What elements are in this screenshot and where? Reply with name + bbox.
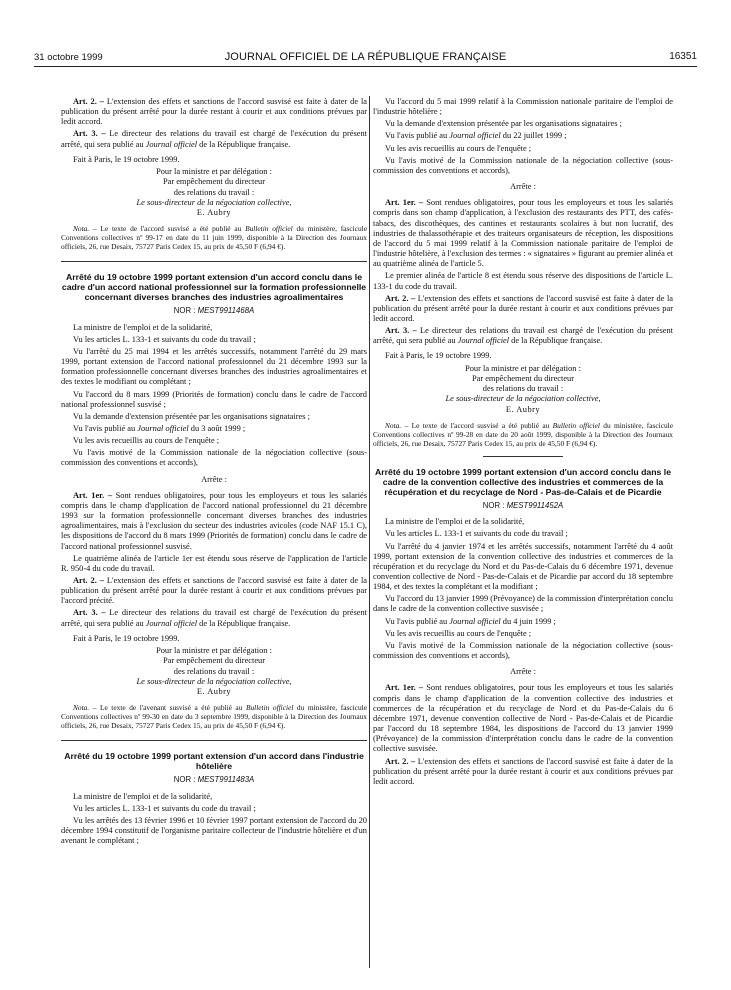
article-3: Art. 3. – Le directeur des relations du travail est chargé de l'exécution du présent arrêté, qui sera publié au Journal officiel de la République française. bbox=[61, 129, 367, 149]
article-2: Art. 2. – L'extension des effets et sanctions de l'accord susvisé est faite à dater de la publication du présent arrêté pour la durée restant à courir et aux conditions prévues par ledit accord. bbox=[61, 97, 367, 127]
nota: Nota. – Le texte de l'avenant susvisé a été publié au Bulletin officiel du ministère, fascicule Conventions collectives nº 99-30 en date du 3 septembre 1999, disponible à la Direction des Journaux officiels, 26, rue Desaix, 75727 Paris Cedex 15, au prix de 45,50 F (6,94 €). bbox=[61, 703, 367, 731]
left-column bbox=[61, 97, 367, 848]
section-rule bbox=[483, 456, 563, 457]
signature-block: Pour la ministre et par délégation : Par empêchement du directeur des relations du travail : Le sous-directeur de la négociation collective, E. Aubry bbox=[136, 645, 292, 697]
decree-title: Arrêté du 19 octobre 1999 portant extension d'un accord conclu dans le cadre de la convention collective des industries et commerces de la récupération et du recyclage de Nord - Pas-de-Calais et de Picardie bbox=[374, 467, 672, 498]
article-1: Art. 1er. – Sont rendues obligatoires, pour tous les employeurs et tous les salariés compris dans le champ d'application de l'accord national professionnel du 21 décembre 1993 sur la formation professionnelle concernant diverses branches des industries agroalimentaires, mais à l'exclusion du secteur des industries avicoles (code NAF 15.1 C), les dispositions de l'accord du 8 mars 1999 (Priorités de formation) conclu dans le cadre de l'accord national professionnel susvisé. bbox=[61, 490, 368, 551]
visa: La ministre de l'emploi et de la solidarité, bbox=[73, 791, 213, 801]
decree-title: Arrêté du 19 octobre 1999 portant extension d'un accord conclu dans le cadre d'un accord national professionnel sur la formation professionnelle concernant diverses branches des industries agroalimentaires bbox=[61, 272, 367, 303]
signature-block: Pour la ministre et par délégation : Par empêchement du directeur des relations du travail : Le sous-directeur de la négociation collective, E. Aubry bbox=[136, 166, 292, 218]
visa: La ministre de l'emploi et de la solidarité, bbox=[73, 322, 213, 332]
article-2: Art. 2. – L'extension des effets et sanctions de l'accord susvisé est faite à dater de la publication du présent arrêté pour la durée restant à courir et aux conditions prévues par ledit accord. bbox=[373, 756, 673, 786]
visa: Vu les articles L. 133-1 et suivants du code du travail ; bbox=[73, 334, 256, 344]
header-date: 31 octobre 1999 bbox=[34, 52, 103, 63]
header-rule bbox=[34, 66, 697, 67]
visa: Vu l'avis publié au Journal officiel du 4 juin 1999 ; bbox=[385, 616, 556, 626]
article-1-paragraph: Le premier alinéa de l'article 8 est étendu sous réserve des dispositions de l'article L. 133-1 du code du travail. bbox=[373, 271, 673, 291]
arrete-heading: Arrête : bbox=[510, 667, 536, 677]
nota: Nota. – Le texte de l'accord susvisé a été publié au Bulletin officiel du ministère, fascicule Conventions collectives nº 99-17 en date du 11 juin 1999, disponible à la Direction des Journaux officiels, 26, rue Desaix, 75727 Paris Cedex 15, au prix de 45,50 F (6,94 €). bbox=[61, 224, 367, 252]
article-2: Art. 2. – L'extension des effets et sanctions de l'accord susvisé est faite à dater de la publication du présent arrêté pour la durée restant à courir et aux conditions prévues par l'accord précité. bbox=[61, 576, 367, 606]
fait-a-paris: Fait à Paris, le 19 octobre 1999. bbox=[73, 633, 180, 643]
decree-title: Arrêté du 19 octobre 1999 portant extension d'un accord dans l'industrie hôtelière bbox=[64, 751, 364, 772]
fait-a-paris: Fait à Paris, le 19 octobre 1999. bbox=[385, 351, 492, 361]
page-number: 16351 bbox=[669, 51, 697, 62]
visa: Vu l'accord du 5 mai 1999 relatif à la Commission nationale paritaire de l'emploi de l'industrie hôtelière ; bbox=[373, 97, 673, 117]
visa: Vu l'arrêté du 4 janvier 1974 et les arrêtés successifs, notamment l'arrêté du 4 août 1999, portant extension de la convention collective des industries et commerces de la récupération et du recyclage du Nord et du Pas-de-Calais du 6 décembre 1971, devenue convention collective de Nord - Pas-de-Calais et de Picardie par accord du 18 septembre 1984, et des textes la complétant et la modifiant ; bbox=[373, 541, 673, 592]
visa: Vu la demande d'extension présentée par les organisations signataires ; bbox=[385, 119, 622, 129]
section-rule bbox=[61, 261, 367, 262]
article-1-paragraph: Le quatrième alinéa de l'article 1er est étendu sous réserve de l'application de l'article R. 950-4 du code du travail. bbox=[61, 553, 367, 573]
visa: Vu les avis recueillis au cours de l'enquête ; bbox=[73, 436, 220, 446]
nor-reference: NOR : MEST9911468A bbox=[173, 306, 255, 316]
right-column bbox=[373, 97, 673, 789]
fait-a-paris: Fait à Paris, le 19 octobre 1999. bbox=[73, 154, 180, 164]
visa: Vu les avis recueillis au cours de l'enquête ; bbox=[385, 143, 532, 153]
nor-reference: NOR : MEST9911483A bbox=[173, 775, 255, 785]
section-rule bbox=[61, 740, 367, 741]
arrete-heading: Arrête : bbox=[201, 474, 227, 484]
visa: Vu l'avis motivé de la Commission nationale de la négociation collective (sous-commission des conventions et accords), bbox=[373, 640, 673, 661]
article-2: Art. 2. – L'extension des effets et sanctions de l'accord susvisé est faite à dater de la publication du présent arrêté pour la durée restant à courir et aux conditions prévues par ledit accord. bbox=[373, 293, 673, 323]
visa: Vu la demande d'extension présentée par les organisations signataires ; bbox=[73, 411, 310, 421]
visa: Vu l'accord du 8 mars 1999 (Priorités de formation) conclu dans le cadre de l'accord national professionnel susvisé ; bbox=[61, 389, 367, 409]
visa: Vu l'avis motivé de la Commission nationale de la négociation collective (sous-commission des conventions et accords), bbox=[373, 155, 673, 175]
journal-title: JOURNAL OFFICIEL DE LA RÉPUBLIQUE FRANÇAISE bbox=[224, 51, 507, 63]
article-3: Art. 3. – Le directeur des relations du travail est chargé de l'exécution du présent arrêté, qui sera publié au Journal officiel de la République française. bbox=[373, 326, 673, 346]
visa: Vu l'arrêté du 25 mai 1994 et les arrêtés successifs, notamment l'arrêté du 29 mars 1999, portant extension de l'accord national professionnel du 21 décembre 1993 sur la formation professionnelle concernant diverses branches des industries agroalimentaires et des textes le modifiant ou complétant ; bbox=[61, 346, 367, 387]
visa: La ministre de l'emploi et de la solidarité, bbox=[385, 517, 525, 527]
visa: Vu les articles L. 133-1 et suivants du code du travail ; bbox=[385, 529, 568, 539]
visa: Vu l'avis publié au Journal officiel du 22 juillet 1999 ; bbox=[385, 131, 567, 141]
visa: Vu l'avis motivé de la Commission nationale de la négociation collective (sous-commission des conventions et accords), bbox=[61, 448, 367, 468]
article-3: Art. 3. – Le directeur des relations du travail est chargé de l'exécution du présent arrêté, qui sera publié au Journal officiel de la République française. bbox=[61, 608, 367, 628]
visa: Vu l'avis publié au Journal officiel du 3 août 1999 ; bbox=[73, 423, 246, 433]
nota: Nota. – Le texte de l'accord susvisé a été publié au Bulletin officiel du ministère, fascicule Conventions collectives nº 99-28 en date du 20 août 1999, disponible à la Direction des Journaux officiels, 26, rue Desaix, 75727 Paris Cedex 15, au prix de 45,50 F (6,94 €). bbox=[373, 421, 673, 449]
visa: Vu les articles L. 133-1 et suivants du code du travail ; bbox=[73, 803, 256, 813]
signature-block: Pour la ministre et par délégation : Par empêchement du directeur des relations du travail : Le sous-directeur de la négociation collective, E. Aubry bbox=[445, 363, 601, 414]
column-divider bbox=[369, 96, 370, 968]
nor-reference: NOR : MEST9911452A bbox=[482, 501, 564, 511]
article-1: Art. 1er. – Sont rendues obligatoires, pour tous les employeurs et tous les salariés compris dans son champ d'application, à l'exclusion des restaurants des PTT, des cafés-tabacs, des discothèques, des cantines et restaurants scolaires à but non lucratif, des industries de thalassothérapie et des traiteurs organisateurs de réception, les dispositions de l'accord du 5 mai 1999 relatif à la Commission nationale paritaire de l'emploi de l'industrie hôtelière, à l'exclusion des termes : « signataires » figurant au premier alinéa et au quatrième alinéa de l'article 5. bbox=[373, 198, 674, 269]
arrete-heading: Arrête : bbox=[510, 182, 536, 192]
article-1: Art. 1er. – Sont rendues obligatoires, pour tous les employeurs et tous les salariés compris dans le champ d'application de la convention collective des industries et commerces de la récupération et du recyclage de Nord et du Pas-de-Calais du 6 décembre 1971, devenue convention collective de Nord - Pas-de-Calais et de Picardie par l'accord du 18 septembre 1984, les dispositions de l'accord du 13 janvier 1999 (Prévoyance) de la commission d'interprétation conclu dans le cadre de la convention collective susvisée. bbox=[373, 683, 674, 754]
page-header bbox=[0, 0, 731, 80]
visa: Vu l'accord du 13 janvier 1999 (Prévoyance) de la commission d'interprétation conclu dans le cadre de la convention collective susvisée ; bbox=[373, 594, 673, 614]
visa: Vu les arrêtés des 13 février 1996 et 10 février 1997 portant extension de l'accord du 20 décembre 1994 constitutif de l'organisme paritaire collecteur de l'industrie hôtelière et d'un avenant le complétant ; bbox=[61, 815, 367, 846]
visa: Vu les avis recueillis au cours de l'enquête ; bbox=[385, 628, 532, 638]
